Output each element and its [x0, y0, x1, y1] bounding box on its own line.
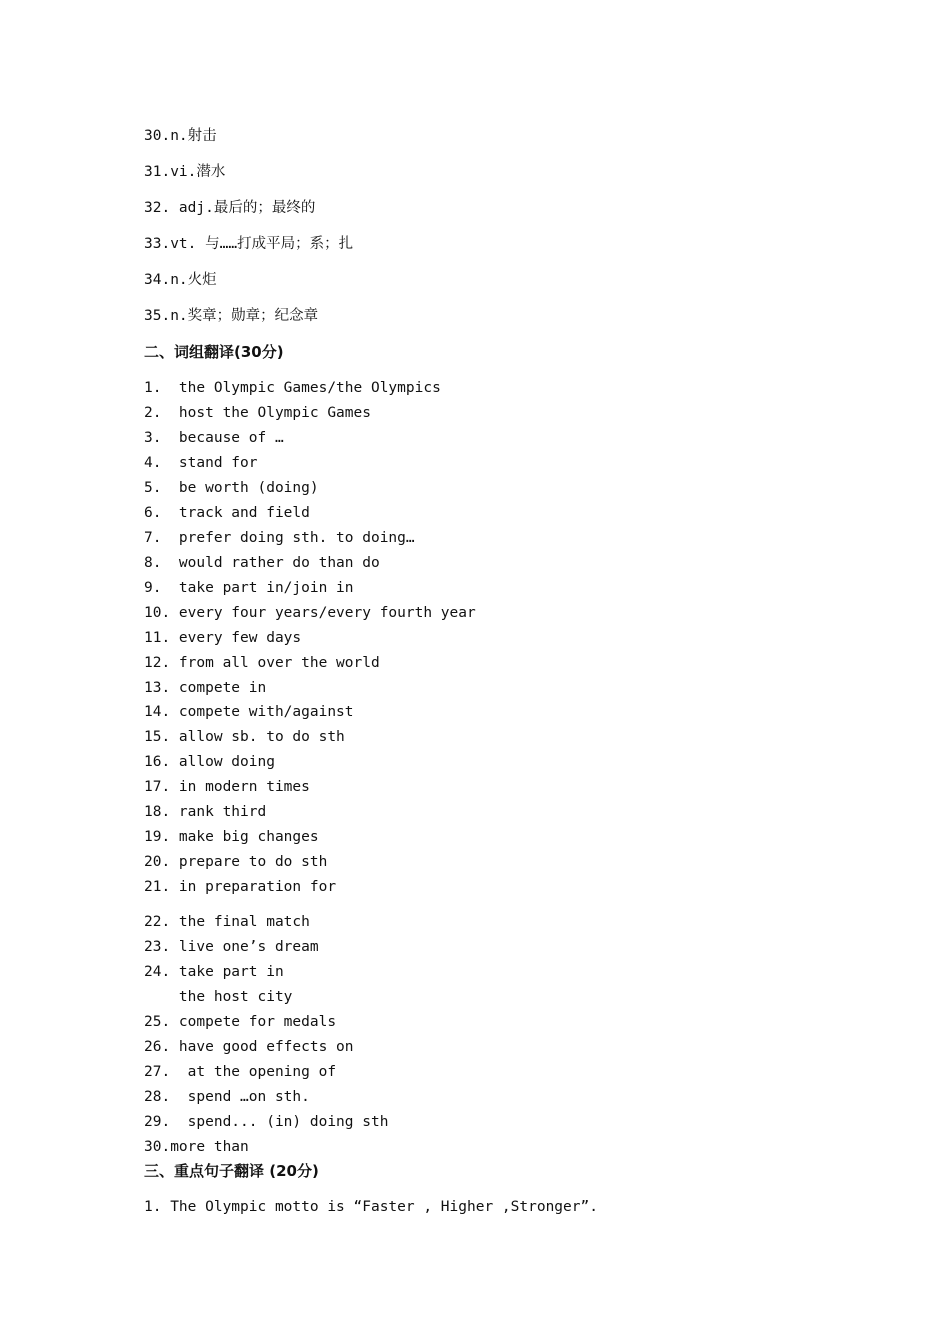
vocab-item: 35.n.奖章；勋章；纪念章 [144, 308, 319, 324]
vocab-item: 34.n.火炬 [144, 272, 217, 288]
phrase-item: 29. spend... (in) doing sth [144, 1114, 389, 1130]
section-heading-sentences: 三、重点句子翻译 (20分) [144, 1162, 319, 1180]
vocab-item: 33.vt. 与……打成平局；系；扎 [144, 236, 354, 252]
phrase-item: 13. compete in [144, 680, 267, 696]
phrase-item: 15. allow sb. to do sth [144, 729, 345, 745]
phrase-item: 4. stand for [144, 455, 258, 471]
phrase-item: 21. in preparation for [144, 879, 337, 895]
phrase-item: 6. track and field [144, 505, 310, 521]
phrase-item: 22. the final match [144, 914, 310, 930]
phrase-item: 11. every few days [144, 630, 302, 646]
phrase-item: 20. prepare to do sth [144, 854, 328, 870]
phrase-item: 19. make big changes [144, 829, 319, 845]
phrase-item: 28. spend …on sth. [144, 1089, 310, 1105]
phrase-item: 17. in modern times [144, 779, 310, 795]
phrase-item: 3. because of … [144, 430, 284, 446]
vocab-item: 32. adj.最后的；最终的 [144, 200, 316, 216]
phrase-item: 12. from all over the world [144, 655, 380, 671]
phrase-item: 10. every four years/every fourth year [144, 605, 476, 621]
phrase-item: 1. the Olympic Games/the Olympics [144, 380, 441, 396]
phrase-item: 23. live one’s dream [144, 939, 319, 955]
phrase-item: 18. rank third [144, 804, 267, 820]
vocab-item: 31.vi.潜水 [144, 164, 226, 180]
vocab-item: 30.n.射击 [144, 128, 217, 144]
phrase-item: 24. take part in [144, 964, 284, 980]
phrase-item: 2. host the Olympic Games [144, 405, 371, 421]
phrase-item: 9. take part in/join in [144, 580, 354, 596]
phrase-item: 26. have good effects on [144, 1039, 354, 1055]
phrase-item: 14. compete with/against [144, 704, 354, 720]
phrase-item: 5. be worth (doing) [144, 480, 319, 496]
phrase-item: 8. would rather do than do [144, 555, 380, 571]
phrase-item: 7. prefer doing sth. to doing… [144, 530, 415, 546]
sentence-item: 1. The Olympic motto is “Faster , Higher ,Stronger”. [144, 1199, 598, 1215]
phrase-item: 30.more than [144, 1139, 249, 1155]
phrase-item-continuation: the host city [144, 989, 293, 1005]
phrase-item: 27. at the opening of [144, 1064, 337, 1080]
section-heading-phrases: 二、词组翻译(30分) [144, 343, 284, 361]
phrase-item: 16. allow doing [144, 754, 275, 770]
phrase-item: 25. compete for medals [144, 1014, 337, 1030]
